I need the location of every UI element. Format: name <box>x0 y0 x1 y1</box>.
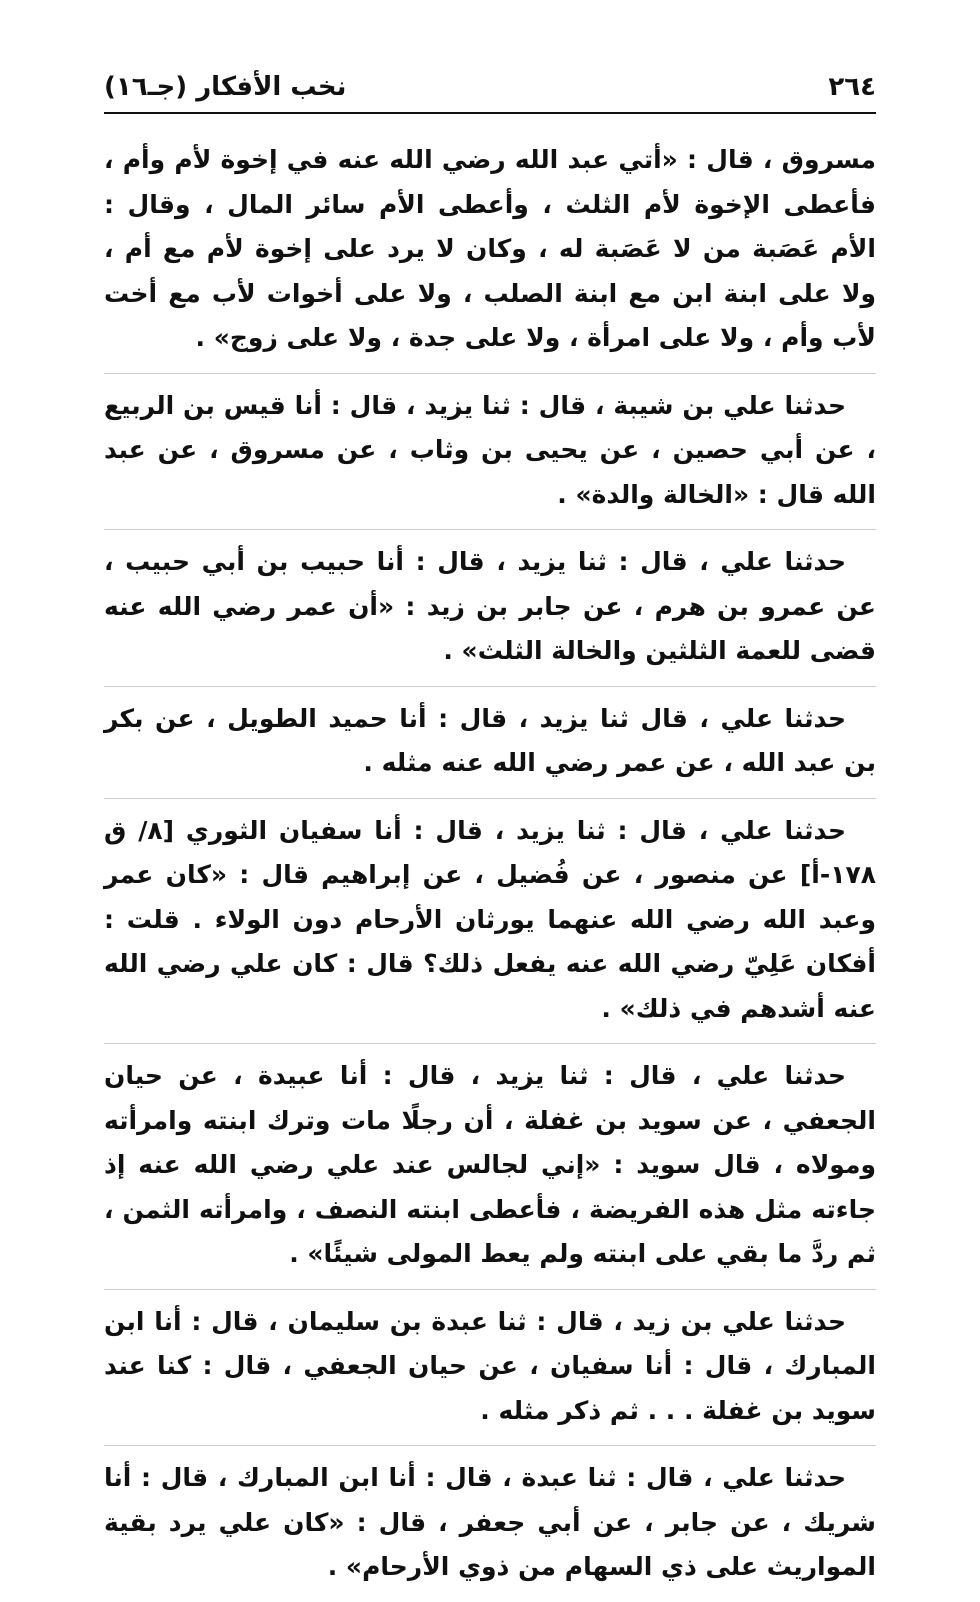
paragraph-divider <box>104 1445 876 1446</box>
paragraph-2: حدثنا علي بن شيبة ، قال : ثنا يزيد ، قال : أنا قيس بن الربيع ، عن أبي حصين ، عن يحيى بن وثاب ، عن مسروق ، عن عبد الله قال : «الخالة والدة» . <box>104 390 876 509</box>
paragraph-3: حدثنا علي ، قال : ثنا يزيد ، قال : أنا حبيب بن أبي حبيب ، عن عمرو بن هرم ، عن جابر بن زيد : «أن عمر رضي الله عنه قضى للعمة الثلثين والخالة الثلث» . <box>104 547 876 665</box>
paragraph-8: حدثنا علي ، قال : ثنا عبدة ، قال : أنا ابن المبارك ، قال : أنا شريك ، عن جابر ، عن أبي جعفر ، قال : «كان علي يرد بقية المواريث على ذي السهام من ذوي الأرحام» . <box>104 1463 876 1581</box>
paragraph-6: حدثنا علي ، قال : ثنا يزيد ، قال : أنا عبيدة ، عن حيان الجعفي ، عن سويد بن غفلة ، أن رجلًا مات وترك ابنته وامرأته ومولاه ، قال سويد : «إني لجالس عند علي رضي الله عنه إذ جاءته مثل هذه الفريضة ، فأعطى ابنته النصف ، وامرأته الثمن ، ثم ردَّ ما بقي على ابنته ولم يعط المولى شيئًا» . <box>104 1061 876 1268</box>
paragraph-4: حدثنا علي ، قال ثنا يزيد ، قال : أنا حميد الطويل ، عن بكر بن عبد الله ، عن عمر رضي الله عنه مثله . <box>104 703 876 777</box>
paragraph-divider <box>104 1289 876 1290</box>
paragraph-divider <box>104 686 876 687</box>
paragraph-divider <box>104 1043 876 1044</box>
page-body <box>104 138 876 1602</box>
page-header <box>104 66 876 110</box>
paragraph-divider <box>104 529 876 530</box>
paragraph-7: حدثنا علي بن زيد ، قال : ثنا عبدة بن سليمان ، قال : أنا ابن المبارك ، قال : أنا سفيان ، عن حيان الجعفي ، قال : كنا عند سويد بن غفلة . . . ثم ذكر مثله . <box>104 1306 876 1425</box>
paragraph-5: حدثنا علي ، قال : ثنا يزيد ، قال : أنا سفيان الثوري [٨/ ق ١٧٨-أ] عن منصور ، عن فُضيل ، عن إبراهيم قال : «كان عمر وعبد الله رضي الله عنهما يورثان الأرحام دون الولاء . قلت : أفكان عَلِيّ رضي الله عنه يفعل ذلك؟ قال : كان علي رضي الله عنه أشدهم في ذلك» . <box>104 815 876 1023</box>
page-number: ٢٦٤ <box>828 72 876 102</box>
paragraph-divider <box>104 798 876 799</box>
paragraph-divider <box>104 373 876 374</box>
header-divider <box>104 112 876 114</box>
paragraph-1: مسروق ، قال : «أتي عبد الله رضي الله عنه في إخوة لأم وأم ، فأعطى الإخوة لأم الثلث ، وأعطى الأم سائر المال ، وقال : الأم عَصَبة من لا عَصَبة له ، وكان لا يرد على إخوة لأم مع أم ، ولا على ابنة ابن مع ابنة الصلب ، ولا على أخوات لأب مع أخت لأب وأم ، ولا على امرأة ، ولا على جدة ، ولا على زوج» . <box>104 145 876 352</box>
running-title: نخب الأفكار (جـ١٦) <box>104 72 347 102</box>
